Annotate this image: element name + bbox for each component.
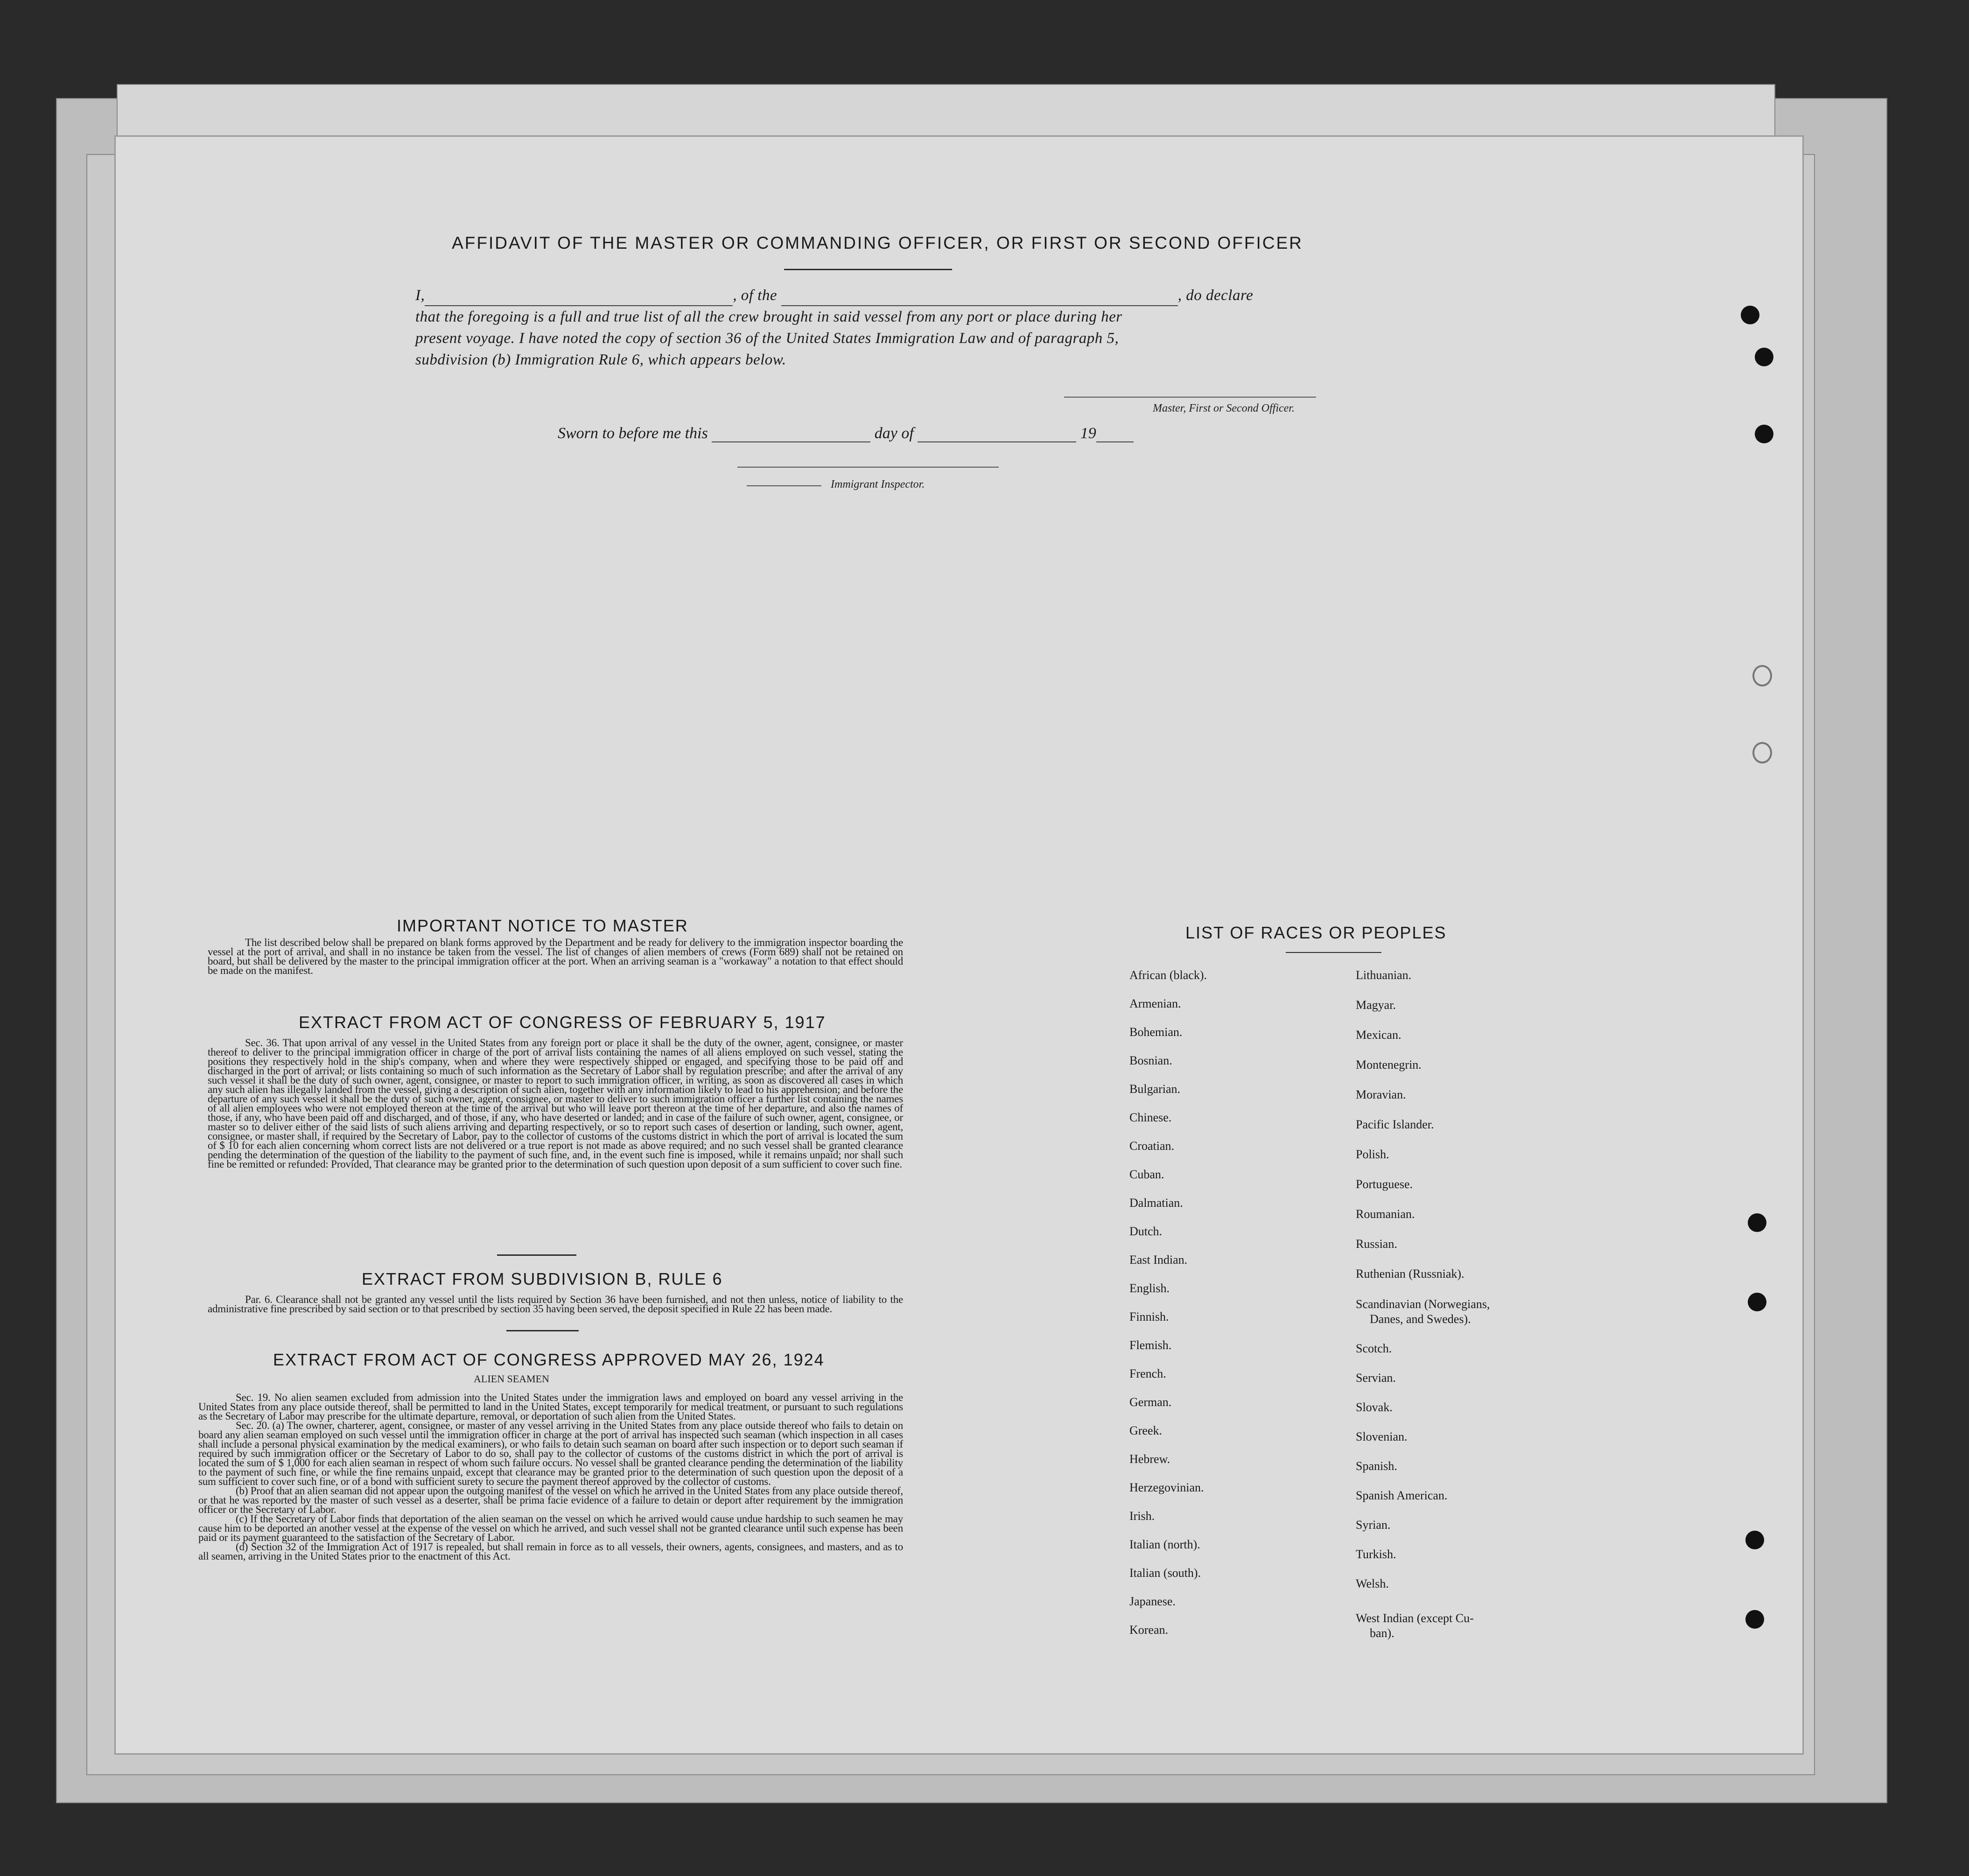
affidavit-line-3: subdivision (b) Immigration Rule 6, which appears below. [415, 351, 786, 368]
race-item: Polish. [1356, 1148, 1389, 1161]
race-item: Spanish American. [1356, 1489, 1448, 1502]
sworn-day-field[interactable] [712, 427, 870, 442]
race-item: Ruthenian (Russniak). [1356, 1267, 1464, 1281]
race-item: Scotch. [1356, 1342, 1392, 1355]
punch-hole [1745, 1610, 1764, 1629]
sworn-year-field[interactable] [1096, 427, 1134, 442]
title-rule [784, 269, 952, 270]
inspector-signature-field[interactable] [737, 467, 999, 468]
sworn-line [558, 425, 1134, 442]
sworn-month-field[interactable] [918, 427, 1076, 442]
race-item: Lithuanian. [1356, 968, 1412, 982]
races-title: LIST OF RACES OR PEOPLES [1185, 923, 1447, 942]
punch-hole [1745, 1531, 1764, 1549]
race-item: ban). [1370, 1626, 1394, 1640]
race-item: Dutch. [1129, 1225, 1163, 1238]
section-rule [497, 1254, 576, 1256]
year-prefix: 19 [1080, 425, 1096, 442]
race-item: Turkish. [1356, 1547, 1396, 1561]
race-item: Herzegovinian. [1129, 1481, 1204, 1494]
affidavit-line-2: present voyage. I have noted the copy of section 36 of the United States Immigration Law and of paragraph 5, [415, 330, 1119, 347]
race-item: German. [1129, 1395, 1172, 1409]
race-item: African (black). [1129, 968, 1207, 982]
race-item: Roumanian. [1356, 1207, 1415, 1221]
race-item: Italian (north). [1129, 1538, 1200, 1551]
race-item: Flemish. [1129, 1338, 1172, 1352]
section-rule [506, 1330, 579, 1331]
extract-1924-sec-20d: (d) Section 32 of the Immigration Act of 1917 is repealed, but shall remain in force as to all vessels, their owners, agents, consignees, and masters, and as to all seamen, arriving in the United States prior to the enactment of this Act. [198, 1541, 903, 1562]
race-item: Italian (south). [1129, 1566, 1201, 1580]
race-item: Servian. [1356, 1371, 1396, 1385]
race-item: Bosnian. [1129, 1054, 1172, 1067]
master-signature-field[interactable] [1064, 397, 1316, 398]
race-item: Greek. [1129, 1424, 1163, 1437]
race-item: Moravian. [1356, 1088, 1406, 1101]
rule-6-paragraph: Par. 6. Clearance shall not be granted any vessel until the lists required by Section 36 have been furnished, and not then unless, notice of liability to the administrative fine prescribed by said section or to that prescribed by section 35 having been served, the deposit specified in Rule 22 has been made. [208, 1294, 903, 1315]
affidavit-body [415, 285, 1330, 371]
race-item: Cuban. [1129, 1168, 1164, 1181]
race-item: Slovak. [1356, 1400, 1393, 1414]
inspector-signature-underline [747, 485, 821, 486]
of-the-label: , of the [733, 287, 777, 304]
notice-paragraph: The list described below shall be prepared on blank forms approved by the Department and be ready for delivery to the immigration inspector boarding the vessel at the port of arrival, and shall in no instance be taken from the vessel. The list of changes of alien members of crews (Form 689) shall not be retained on board, but shall be delivered by the master to the principal immigration officer at the port. When an arriving seaman is a "workaway" a notation to that effect should be made on the manifest. [208, 937, 903, 976]
extract-1924-sec-19: Sec. 19. No alien seamen excluded from admission into the United States under the immigration laws and employed on board any vessel arriving in the United States from any place outside thereof, shall be permitted to land in the United States, except temporarily for medical treatment, or pursuant to such regulations as the Secretary of Labor may prescribe for the ultimate departure, removal, or deportation of such alien from the United States. [198, 1392, 903, 1422]
inspector-caption: Immigrant Inspector. [831, 478, 925, 490]
master-caption: Master, First or Second Officer. [1153, 402, 1295, 414]
race-item: Montenegrin. [1356, 1058, 1422, 1071]
race-item: Scandinavian (Norwegians, [1356, 1297, 1490, 1311]
affidavit-declaration-line [415, 285, 1330, 306]
races-rule [1286, 952, 1381, 953]
race-item: Danes, and Swedes). [1370, 1312, 1471, 1326]
affidavit-title: AFFIDAVIT OF THE MASTER OR COMMANDING OFFICER, OR FIRST OR SECOND OFFICER [452, 233, 1303, 252]
race-item: Irish. [1129, 1509, 1155, 1523]
extract-1924-text [198, 1393, 903, 1561]
race-item: Japanese. [1129, 1595, 1176, 1608]
race-item: Croatian. [1129, 1139, 1175, 1153]
affidavit-line-1: that the foregoing is a full and true list of all the crew brought in said vessel from any port or place during her [415, 308, 1122, 325]
race-item: Russian. [1356, 1237, 1397, 1251]
punch-hole [1748, 1293, 1766, 1311]
race-item: Spanish. [1356, 1459, 1397, 1473]
race-item: Portuguese. [1356, 1177, 1413, 1191]
vessel-field[interactable] [781, 291, 1178, 306]
race-item: Dalmatian. [1129, 1196, 1183, 1210]
name-field[interactable] [425, 291, 733, 306]
race-item: Syrian. [1356, 1518, 1391, 1532]
extract-1924-sec-20c: (c) If the Secretary of Labor finds that deportation of the alien seaman on the vessel on which he arrived would cause undue hardship to such seamen he may cause him to be deported an another vessel at the expense of the vessel on which he arrived, and such vessel shall not be granted clearance until such expense has been paid or its payment guaranteed to the satisfaction of the Secretary of Labor. [198, 1513, 903, 1543]
rule-6-text [208, 1295, 903, 1314]
race-item: West Indian (except Cu- [1356, 1611, 1474, 1625]
punch-hole [1741, 306, 1759, 324]
race-item: Pacific Islander. [1356, 1118, 1434, 1131]
notice-text [208, 938, 903, 975]
race-item: East Indian. [1129, 1253, 1188, 1267]
race-item: Finnish. [1129, 1310, 1169, 1323]
punch-hole [1748, 1213, 1766, 1232]
race-item: Armenian. [1129, 997, 1181, 1010]
extract-1924-subtitle: ALIEN SEAMEN [474, 1373, 549, 1385]
do-declare-label: , do declare [1177, 287, 1254, 304]
extract-1924-sec-20b: (b) Proof that an alien seaman did not appear upon the outgoing manifest of the vessel on which he arrived in the United States from any place outside thereof, or that he was reported by the master of such vessel as a deserter, shall be prima facie evidence of a failure to detain or deport after requirement by the immigration officer or the Secretary of Labor. [198, 1485, 903, 1515]
race-item: Welsh. [1356, 1577, 1389, 1590]
race-item: Bulgarian. [1129, 1082, 1181, 1096]
notice-title: IMPORTANT NOTICE TO MASTER [397, 916, 688, 935]
extract-1924-title: EXTRACT FROM ACT OF CONGRESS APPROVED MAY 26, 1924 [273, 1350, 825, 1369]
race-item: Chinese. [1129, 1111, 1172, 1124]
race-item: Korean. [1129, 1623, 1169, 1637]
race-item: Hebrew. [1129, 1452, 1170, 1466]
race-item: Slovenian. [1356, 1430, 1408, 1443]
race-item: Mexican. [1356, 1028, 1401, 1042]
extract-1917-title: EXTRACT FROM ACT OF CONGRESS OF FEBRUARY 5, 1917 [299, 1013, 826, 1032]
punch-hole [1752, 742, 1772, 763]
i-label: I, [415, 287, 425, 304]
race-item: Bohemian. [1129, 1025, 1183, 1039]
punch-hole [1755, 425, 1773, 443]
rule-6-title: EXTRACT FROM SUBDIVISION B, RULE 6 [362, 1269, 723, 1288]
race-item: French. [1129, 1367, 1166, 1380]
day-of-label: day of [874, 425, 914, 442]
punch-hole [1752, 665, 1772, 686]
sworn-prefix: Sworn to before me this [558, 425, 708, 442]
punch-hole [1755, 348, 1773, 366]
extract-1917-text [208, 1038, 903, 1169]
race-item: English. [1129, 1281, 1170, 1295]
extract-1924-sec-20a: Sec. 20. (a) The owner, charterer, agent, consignee, or master of any vessel arriving in the United States from any place outside thereof who fails to detain on board any alien seaman employed on such vessel until the immigration officer in charge at the port of arrival has inspected such seaman (which inspection in all cases shall include a personal physical examination by the medical examiners), or who fails to detain such seaman on board after such inspection or to deport such seaman if required by such immigration officer or the Secretary of Labor to do so, shall pay to the collector of customs of the customs district in which the port of arrival is located the sum of $ 1,000 for each alien seaman in respect of whom such failure occurs. No vessel shall be granted clearance pending the determination of the liability to the payment of such fine, or while the fine remains unpaid, except that clearance may be granted prior to the determination of such question upon the deposit of a sum sufficient to cover such fine, or of a bond with sufficient surety to secure the payment thereof approved by the collector of customs. [198, 1420, 903, 1487]
race-item: Magyar. [1356, 998, 1396, 1012]
extract-1917-paragraph: Sec. 36. That upon arrival of any vessel in the United States from any foreign port or place it shall be the duty of the owner, agent, consignee, or master thereof to deliver to the principal immigration officer in charge of the port of arrival lists containing the names of all aliens employed on such vessel, stating the positions they respectively hold in the ship's company, when and where they were respectively shipped or engaged, and specifying those to be paid off and discharged in the port of arrival; or lists containing so much of such information as the Secretary of Labor shall by regulation prescribe; and after the arrival of any such vessel it shall be the duty of such owner, agent, consignee, or master to report to such immigration officer, in writing, as soon as discovered all cases in which any such alien has illegally landed from the vessel, giving a description of such alien, together with any information likely to lead to his apprehension; and before the departure of any such vessel it shall be the duty of such owner, agent, consignee, or master to deliver to such immigration officer a further list containing the names of all alien employees who were not employed thereon at the time of the arrival but who will leave port thereon at the time of her departure, and also the names of those, if any, who have been paid off and discharged, and of those, if any, who have deserted or landed; and in case of the failure of such owner, agent, consignee, or master so to deliver either of the said lists of such aliens arriving and departing respectively, or so to report such cases of desertion or landing, such owner, agent, consignee, or master shall, if required by the Secretary of Labor, pay to the collector of customs of the customs district in which the port of arrival is located the sum of $ 10 for each alien concerning whom correct lists are not delivered or a true report is not made as above required; and no such vessel shall be granted clearance pending the determination of the question of the liability to the payment of such fine, and, in the event such fine is imposed, while it remains unpaid; nor shall such fine be remitted or refunded: Provided, That clearance may be granted prior to the determination of such question upon deposit of a sum sufficient to cover such fine. [208, 1037, 903, 1170]
